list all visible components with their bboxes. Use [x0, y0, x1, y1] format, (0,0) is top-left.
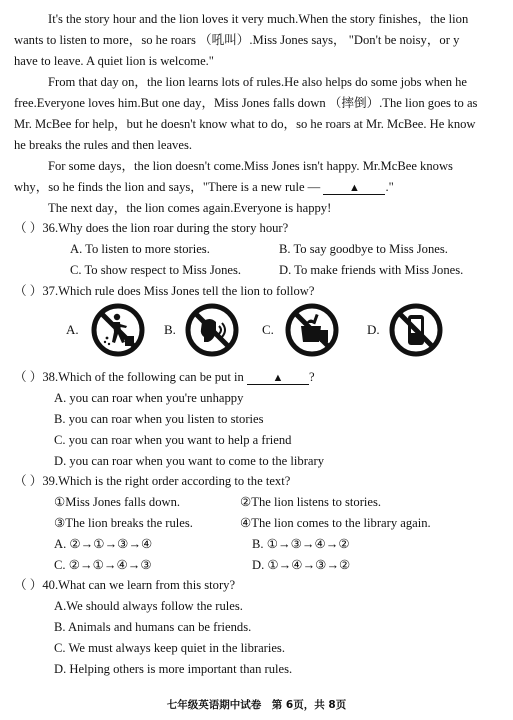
option-d: D. Helping others is more important than rules.	[54, 662, 293, 676]
event-1: ①Miss Jones falls down.	[54, 495, 181, 509]
option-c-label: C.	[262, 322, 274, 337]
option-b: B. To say goodbye to Miss Jones.	[279, 242, 448, 256]
option-d: D. ①→④→③→②	[252, 558, 351, 572]
event-4: ④The lion comes to the library again.	[240, 516, 431, 530]
triangle-marker-icon: ▲	[272, 372, 284, 384]
no-phone-icon	[388, 302, 444, 358]
option-a: A. To listen to more stories.	[70, 242, 210, 256]
question-40	[14, 577, 235, 593]
question-39	[14, 473, 290, 489]
question-38	[14, 369, 315, 385]
option-d-label: D.	[367, 322, 380, 337]
passage-line: Mr. McBee for help，but he doesn't know what to do，so he roars at Mr. McBee. He know	[14, 117, 476, 131]
triangle-marker-icon: ▲	[348, 182, 360, 194]
option-a: A. ②→①→③→④	[54, 537, 153, 551]
event-2: ②The lion listens to stories.	[240, 495, 382, 509]
passage-text: why，so he finds the lion and says，"There is a new rule —	[14, 180, 321, 194]
option-b: B. ①→③→④→②	[252, 537, 350, 551]
passage-line: From that day on，the lion learns lots of rules.He also helps do some jobs when he	[48, 75, 468, 89]
question-stem: 37.Which rule does Miss Jones tell the lion to follow?	[42, 284, 315, 298]
option-d: D. To make friends with Miss Jones.	[279, 263, 464, 277]
option-d: D. you can roar when you want to come to the library	[54, 454, 324, 468]
option-b-label: B.	[164, 322, 176, 337]
answer-paren: （ ）	[14, 284, 43, 298]
option-a: A.We should always follow the rules.	[54, 599, 243, 613]
no-noise-icon	[184, 302, 240, 358]
answer-paren: （ ）	[14, 221, 43, 235]
question-stem: 38.Which of the following can be put in	[42, 370, 244, 384]
passage-text: ."	[385, 180, 394, 194]
passage-line: For some days，the lion doesn't come.Miss Jones isn't happy. Mr.McBee knows	[48, 159, 453, 173]
question-37	[14, 283, 314, 299]
passage-line: The next day，the lion comes again.Everyone is happy!	[48, 201, 332, 215]
option-a: A. you can roar when you're unhappy	[54, 391, 244, 405]
question-36	[14, 220, 288, 236]
option-b: B. Animals and humans can be friends.	[54, 620, 252, 634]
option-a-label: A.	[66, 322, 79, 337]
option-c: C. ②→①→④→③	[54, 558, 152, 572]
answer-paren: （ ）	[14, 578, 43, 592]
no-food-icon	[284, 302, 340, 358]
passage-line-with-blank	[14, 179, 512, 195]
passage-line: have to leave. A quiet lion is welcome."	[14, 54, 214, 68]
question-stem-end: ?	[308, 370, 315, 384]
page-footer: 七年级英语期中试卷 第 6页，共 8页	[166, 699, 347, 711]
passage-line: It's the story hour and the lion loves it very much.When the story finishes，the lion	[48, 12, 469, 26]
answer-blank	[323, 182, 385, 195]
question-stem: 39.Which is the right order according to the text?	[42, 474, 291, 488]
question-stem: 40.What can we learn from this story?	[42, 578, 236, 592]
passage-line: he breaks the rules and then leaves.	[14, 138, 192, 152]
option-c: C. We must always keep quiet in the libraries.	[54, 641, 285, 655]
option-c: C. To show respect to Miss Jones.	[70, 263, 241, 277]
option-b: B. you can roar when you listen to stories	[54, 412, 264, 426]
answer-paren: （ ）	[14, 474, 43, 488]
no-littering-icon	[90, 302, 146, 358]
passage-line: wants to listen to more，so he roars （吼叫）.Miss Jones says， "Don't be noisy，or y	[14, 33, 460, 47]
option-c: C. you can roar when you want to help a friend	[54, 433, 292, 447]
event-3: ③The lion breaks the rules.	[54, 516, 193, 530]
question-stem: 36.Why does the lion roar during the story hour?	[42, 221, 289, 235]
answer-blank	[247, 372, 309, 385]
answer-paren: （ ）	[14, 370, 43, 384]
passage-line: free.Everyone loves him.But one day，Miss Jones falls down （摔倒）.The lion goes to as	[14, 96, 478, 110]
